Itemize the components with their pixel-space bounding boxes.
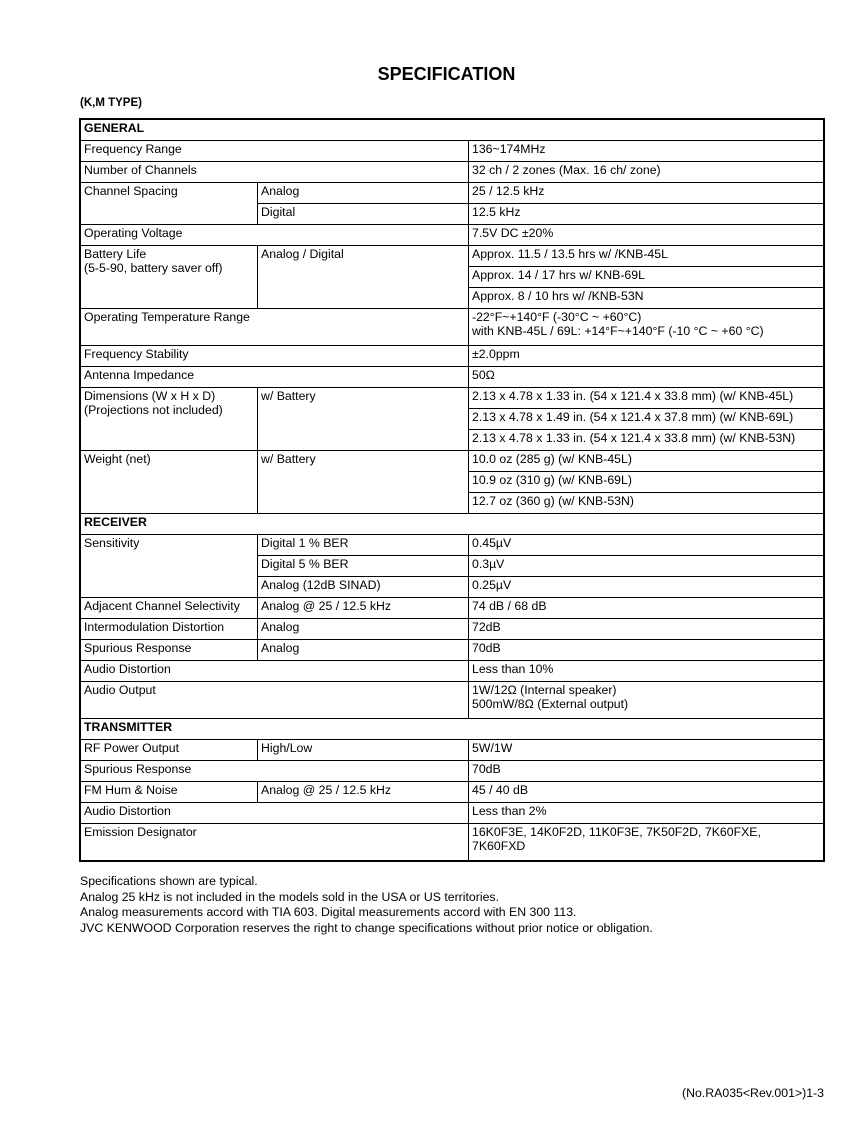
spec-value: 2.13 x 4.78 x 1.49 in. (54 x 121.4 x 37.8 mm) (w/ KNB-69L)	[469, 409, 825, 430]
spec-label: Spurious Response	[80, 761, 469, 782]
spec-value: 74 dB / 68 dB	[469, 598, 825, 619]
spec-value-line: 7K60FXD	[472, 839, 526, 853]
spec-value-line: 16K0F3E, 14K0F2D, 11K0F3E, 7K50F2D, 7K60FXE,	[472, 825, 761, 839]
spec-label-note: (Projections not included)	[84, 403, 223, 417]
spec-label: Audio Distortion	[80, 803, 469, 824]
spec-label: Antenna Impedance	[80, 367, 469, 388]
spec-value: Approx. 11.5 / 13.5 hrs w/ /KNB-45L	[469, 246, 825, 267]
spec-value: 2.13 x 4.78 x 1.33 in. (54 x 121.4 x 33.8 mm) (w/ KNB-53N)	[469, 430, 825, 451]
page-title: SPECIFICATION	[377, 64, 516, 84]
spec-label: Intermodulation Distortion	[80, 619, 258, 640]
table-row	[80, 388, 824, 409]
spec-condition: Digital 1 % BER	[258, 535, 469, 556]
spec-condition: Analog (12dB SINAD)	[258, 577, 469, 598]
table-row	[80, 682, 824, 719]
spec-value-line: with KNB-45L / 69L: +14°F~+140°F (-10 °C ~ +60 °C)	[472, 324, 764, 338]
table-row	[80, 740, 824, 761]
section-receiver: RECEIVER	[80, 514, 824, 535]
table-row	[80, 535, 824, 556]
section-header	[80, 719, 824, 740]
spec-condition: Analog	[258, 183, 469, 204]
spec-value: 72dB	[469, 619, 825, 640]
spec-label	[80, 388, 258, 451]
spec-label: Audio Distortion	[80, 661, 469, 682]
spec-label: Channel Spacing	[80, 183, 258, 225]
footnote: Analog measurements accord with TIA 603. Digital measurements accord with EN 300 113.	[80, 905, 577, 920]
spec-value: 0.3µV	[469, 556, 825, 577]
spec-value: Approx. 8 / 10 hrs w/ /KNB-53N	[469, 288, 825, 309]
page-number: (No.RA035<Rev.001>)1-3	[682, 1086, 824, 1100]
table-row	[80, 619, 824, 640]
spec-value: ±2.0ppm	[469, 346, 825, 367]
spec-label: Number of Channels	[80, 162, 469, 183]
spec-value-line: 500mW/8Ω (External output)	[472, 697, 629, 711]
spec-condition: w/ Battery	[258, 388, 469, 451]
spec-value: 70dB	[469, 761, 825, 782]
spec-label: Frequency Stability	[80, 346, 469, 367]
section-transmitter: TRANSMITTER	[80, 719, 824, 740]
spec-label-line: Battery Life	[84, 247, 147, 261]
spec-value: 5W/1W	[469, 740, 825, 761]
spec-value: 12.7 oz (360 g) (w/ KNB-53N)	[469, 493, 825, 514]
spec-value: 10.9 oz (310 g) (w/ KNB-69L)	[469, 472, 825, 493]
spec-label: Weight (net)	[80, 451, 258, 514]
spec-value: Less than 10%	[469, 661, 825, 682]
spec-label: Adjacent Channel Selectivity	[80, 598, 258, 619]
table-row	[80, 246, 824, 267]
table-row	[80, 162, 824, 183]
spec-value-line: 1W/12Ω (Internal speaker)	[472, 683, 617, 697]
footnote: Analog 25 kHz is not included in the models sold in the USA or US territories.	[80, 889, 499, 904]
spec-value: 12.5 kHz	[469, 204, 825, 225]
spec-value: 70dB	[469, 640, 825, 661]
spec-value: 45 / 40 dB	[469, 782, 825, 803]
spec-label-note: (5-5-90, battery saver off)	[84, 261, 223, 275]
table-row	[80, 803, 824, 824]
spec-value-line: -22°F~+140°F (-30°C ~ +60°C)	[472, 310, 642, 324]
spec-label: Spurious Response	[80, 640, 258, 661]
spec-value: Approx. 14 / 17 hrs w/ KNB-69L	[469, 267, 825, 288]
section-general: GENERAL	[80, 119, 824, 141]
table-row	[80, 346, 824, 367]
spec-condition: Analog	[258, 640, 469, 661]
spec-condition: Analog @ 25 / 12.5 kHz	[258, 782, 469, 803]
spec-label: Emission Designator	[80, 824, 469, 862]
table-row	[80, 661, 824, 682]
spec-condition: Analog	[258, 619, 469, 640]
spec-value: Less than 2%	[469, 803, 825, 824]
table-row	[80, 598, 824, 619]
spec-condition: Digital	[258, 204, 469, 225]
footnotes	[80, 874, 653, 936]
table-row	[80, 782, 824, 803]
table-row	[80, 225, 824, 246]
spec-value: 0.25µV	[469, 577, 825, 598]
table-row	[80, 761, 824, 782]
spec-value	[469, 309, 825, 346]
spec-label: Operating Voltage	[80, 225, 469, 246]
spec-table	[79, 118, 825, 862]
spec-value: 50Ω	[469, 367, 825, 388]
table-row	[80, 824, 824, 862]
spec-label-line: Dimensions (W x H x D)	[84, 389, 216, 403]
spec-label: Operating Temperature Range	[80, 309, 469, 346]
spec-value	[469, 824, 825, 862]
spec-value: 32 ch / 2 zones (Max. 16 ch/ zone)	[469, 162, 825, 183]
table-row	[80, 183, 824, 204]
spec-label: Sensitivity	[80, 535, 258, 598]
footnote: Specifications shown are typical.	[80, 874, 258, 888]
spec-label: FM Hum & Noise	[80, 782, 258, 803]
spec-label	[80, 246, 258, 309]
table-row	[80, 309, 824, 346]
spec-value: 2.13 x 4.78 x 1.33 in. (54 x 121.4 x 33.8 mm) (w/ KNB-45L)	[469, 388, 825, 409]
spec-condition: Analog @ 25 / 12.5 kHz	[258, 598, 469, 619]
model-type-label: (K,M TYPE)	[80, 97, 142, 109]
spec-value: 136~174MHz	[469, 141, 825, 162]
section-header	[80, 119, 824, 141]
section-header	[80, 514, 824, 535]
spec-condition: w/ Battery	[258, 451, 469, 514]
spec-value: 25 / 12.5 kHz	[469, 183, 825, 204]
table-row	[80, 451, 824, 472]
spec-value: 7.5V DC ±20%	[469, 225, 825, 246]
table-row	[80, 141, 824, 162]
spec-value: 0.45µV	[469, 535, 825, 556]
spec-value	[469, 682, 825, 719]
table-row	[80, 367, 824, 388]
spec-label: RF Power Output	[80, 740, 258, 761]
spec-condition: High/Low	[258, 740, 469, 761]
spec-condition: Digital 5 % BER	[258, 556, 469, 577]
spec-label: Frequency Range	[80, 141, 469, 162]
footnote: JVC KENWOOD Corporation reserves the right to change specifications without prior notice or obligation.	[80, 920, 653, 935]
spec-label: Audio Output	[80, 682, 469, 719]
table-row	[80, 640, 824, 661]
spec-value: 10.0 oz (285 g) (w/ KNB-45L)	[469, 451, 825, 472]
spec-condition: Analog / Digital	[258, 246, 469, 309]
